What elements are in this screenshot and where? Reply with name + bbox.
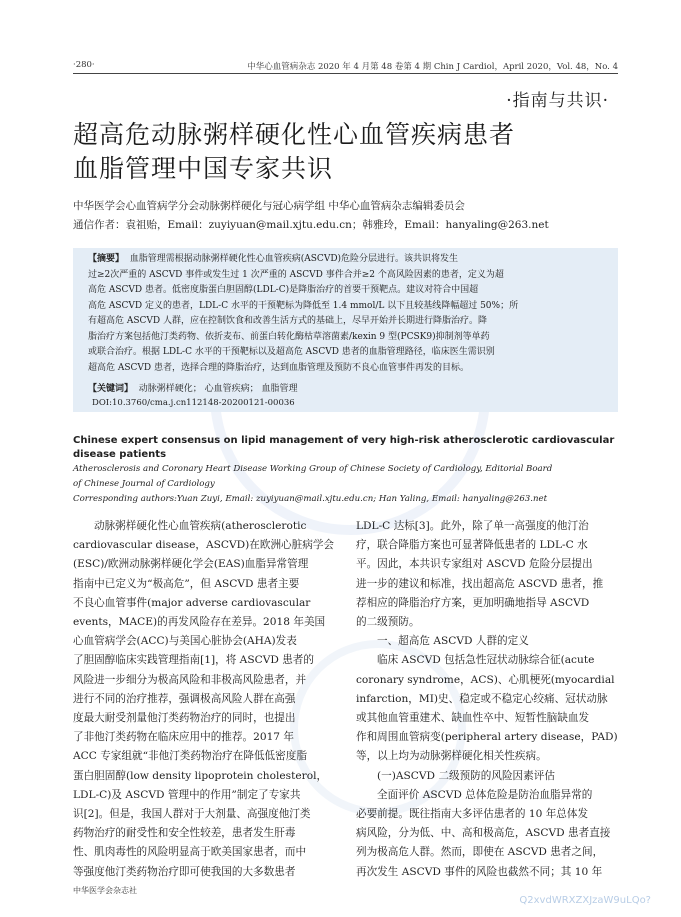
english-title-line-2: disease patients: [73, 449, 167, 460]
english-title: [73, 434, 618, 462]
english-title-line-1: Chinese expert consensus on lipid management of very high-risk atherosclerotic cardiovascular: [73, 435, 615, 446]
body-line: 临床 ASCVD 包括急性冠状动脉综合征(acute: [377, 654, 595, 667]
body-left-column: [73, 517, 335, 882]
body-line: 荐相应的降脂治疗方案，更加明确地指导 ASCVD: [356, 596, 590, 609]
body-line: 进一步的建议和标准，找出超高危 ASCVD 患者，推: [356, 577, 604, 590]
body-line: 了非他汀类药物在临床应用中的推荐。2017 年: [73, 731, 295, 744]
abstract-line: 高危 ASCVD 患者。低密度脂蛋白胆固醇(LDL-C)是降脂治疗的首要干预靶点。建议对符合中国超: [88, 285, 479, 295]
body-line: 风险进一步细分为极高风险和非极高风险患者，并: [73, 673, 307, 686]
body-line: 识[2]。但是，我国人群对于大剂量、高强度他汀类: [73, 808, 311, 821]
body-line: 全面评价 ASCVD 总体危险是防治血脂异常的: [377, 788, 593, 801]
header-rule: [73, 73, 618, 74]
body-line: 心血管病学会(ACC)与美国心脏协会(AHA)发表: [73, 635, 297, 648]
journal-info: 中华心血管病杂志 2020 年 4 月第 48 卷第 4 期 Chin J Cardiol，April 2020，Vol. 48，No. 4: [247, 62, 618, 72]
publisher-logo: 中华医学会杂志社: [73, 886, 137, 895]
body-line: 必要前提。既往指南大多评估患者的 10 年总体发: [356, 808, 589, 821]
abstract-text: [88, 252, 608, 376]
body-line: 疗，联合降脂方案也可显著降低患者的 LDL-C 水: [356, 539, 588, 552]
body-line: 度最大耐受剂量他汀类药物治疗的同时，也提出: [73, 712, 296, 725]
body-line: 平。因此，本共识专家组对 ASCVD 危险分层提出: [356, 558, 593, 571]
keywords-list: 动脉粥样硬化； 心血管疾病； 血脂管理: [138, 384, 298, 394]
body-line: 性、肌肉毒性的风险明显高于欧美国家患者，而中: [73, 846, 307, 859]
body-line: LDL-C 达标[3]。此外，除了单一高强度的他汀治: [356, 520, 589, 532]
body-line: LDL-C)及 ASCVD 管理中的作用”制定了专家共: [73, 788, 301, 801]
body-line: 蛋白胆固醇(low density lipoprotein cholesterol，: [73, 769, 328, 782]
body-line: coronary syndrome，ACS)、心肌梗死(myocardial: [356, 673, 615, 686]
body-line: (ESC)/欧洲动脉粥样硬化学会(EAS)血脂异常管理: [73, 558, 309, 571]
body-line: 不良心血管事件(major adverse cardiovascular: [73, 596, 311, 609]
english-authors-line-1: Atherosclerosis and Coronary Heart Disease Working Group of Chinese Society of Cardiology, Editorial Board: [73, 464, 553, 474]
body-line: 的二级预防。: [356, 616, 420, 629]
body-line: 作和周围血管病变(peripheral artery disease，PAD): [356, 731, 618, 744]
abstract-line: 血脂管理需根据动脉粥样硬化性心血管疾病(ASCVD)危险分层进行。该共识将发生: [129, 254, 459, 264]
corresponding-authors: 通信作者：袁祖贻，Email：zuyiyuan@mail.xjtu.edu.cn；韩雅玲，Email：hanyaling@263.net: [73, 219, 549, 231]
abstract-line: 高危 ASCVD 定义的患者，LDL-C 水平的干预靶标为降低至 1.4 mmol/L 以下且较基线降幅超过 50%；所: [88, 300, 519, 311]
body-line: 列为极高危人群。然而，即使在 ASCVD 患者之间，: [356, 846, 604, 859]
body-line: 再次发生 ASCVD 事件的风险也截然不同；其 10 年: [356, 865, 603, 878]
article-title-line-2: 血脂管理中国专家共识: [73, 154, 334, 183]
keywords-label: 【关键词】: [88, 384, 134, 394]
authors-line-1: 中华医学会心血管病学分会动脉粥样硬化与冠心病学组 中华心血管病杂志编辑委员会: [73, 200, 465, 212]
abstract-line: 过≥2次严重的 ASCVD 事件或发生过 1 次严重的 ASCVD 事件合并≥2 个高风险因素的患者，定义为超: [88, 269, 504, 280]
body-line: 指南中已定义为“极高危”，但 ASCVD 患者主要: [73, 577, 300, 590]
abstract-line: 超高危 ASCVD 患者，选择合理的降脂治疗，达到血脂管理及预防不良心血管事件再发的目标。: [88, 362, 469, 373]
body-line: 药物治疗的耐受性和安全性较差，患者发生肝毒: [73, 827, 296, 840]
watermark-code: Q2xvdWRXZXJzaW9uLQo?: [519, 895, 651, 906]
english-authors-line-2: of Chinese Journal of Cardiology: [73, 479, 215, 489]
doi: DOI:10.3760/cma.j.cn112148-20200121-00036: [92, 398, 295, 408]
body-line: 等，以上均为动脉粥样硬化相关性疾病。: [356, 750, 547, 763]
body-line: infarction，MI)史、稳定或不稳定心绞痛、冠状动脉: [356, 692, 608, 705]
article-title-line-1: 超高危动脉粥样硬化性心血管疾病患者: [73, 120, 516, 149]
english-corresponding: Corresponding authors:Yuan Zuyi, Email: zuyiyuan@mail.xjtu.edu.cn; Han Yaling, Email: hanyaling@263.net: [73, 494, 548, 504]
body-right-column: [356, 517, 618, 882]
body-line: ACC 专家组就“非他汀类药物治疗在降低低密度脂: [73, 750, 307, 763]
page-number: ·280·: [73, 60, 95, 70]
body-line: cardiovascular disease，ASCVD)在欧洲心脏病学会: [73, 539, 335, 552]
body-line: 等强度他汀类药物治疗即可使我国的大多数患者: [73, 865, 296, 878]
body-line: 进行不同的治疗推荐，强调极高风险人群在高强: [73, 692, 296, 705]
subsection-heading: (一)ASCVD 二级预防的风险因素评估: [377, 769, 555, 782]
abstract-line: 有超高危 ASCVD 人群，应在控制饮食和改善生活方式的基础上，尽早开始并长期进行降脂治疗。降: [88, 316, 487, 326]
body-line: 病风险，分为低、中、高和极高危，ASCVD 患者直接: [356, 827, 611, 840]
body-line: 或其他血管重建术、缺血性卒中、短暂性脑缺血发: [356, 712, 590, 725]
body-line: events，MACE)的再发风险存在差异。2018 年美国: [73, 616, 326, 629]
section-label: ·指南与共识·: [506, 91, 609, 111]
english-authors: [73, 462, 618, 507]
abstract-line: 脂治疗方案包括他汀类药物、依折麦布、前蛋白转化酶枯草溶菌素/kexin 9 型(PCSK9)抑制剂等单药: [88, 331, 490, 342]
body-line: 了胆固醇临床实践管理指南[1]，将 ASCVD 患者的: [73, 654, 314, 667]
abstract-line: 或联合治疗。根据 LDL-C 水平的干预靶标以及超高危 ASCVD 患者的血脂管理路径，临床医生需识别: [88, 347, 495, 357]
body-line: 动脉粥样硬化性心血管疾病(atherosclerotic: [94, 520, 307, 532]
abstract-label: 【摘要】: [88, 254, 125, 264]
section-heading: 一、超高危 ASCVD 人群的定义: [377, 635, 529, 648]
keywords: [88, 381, 297, 394]
